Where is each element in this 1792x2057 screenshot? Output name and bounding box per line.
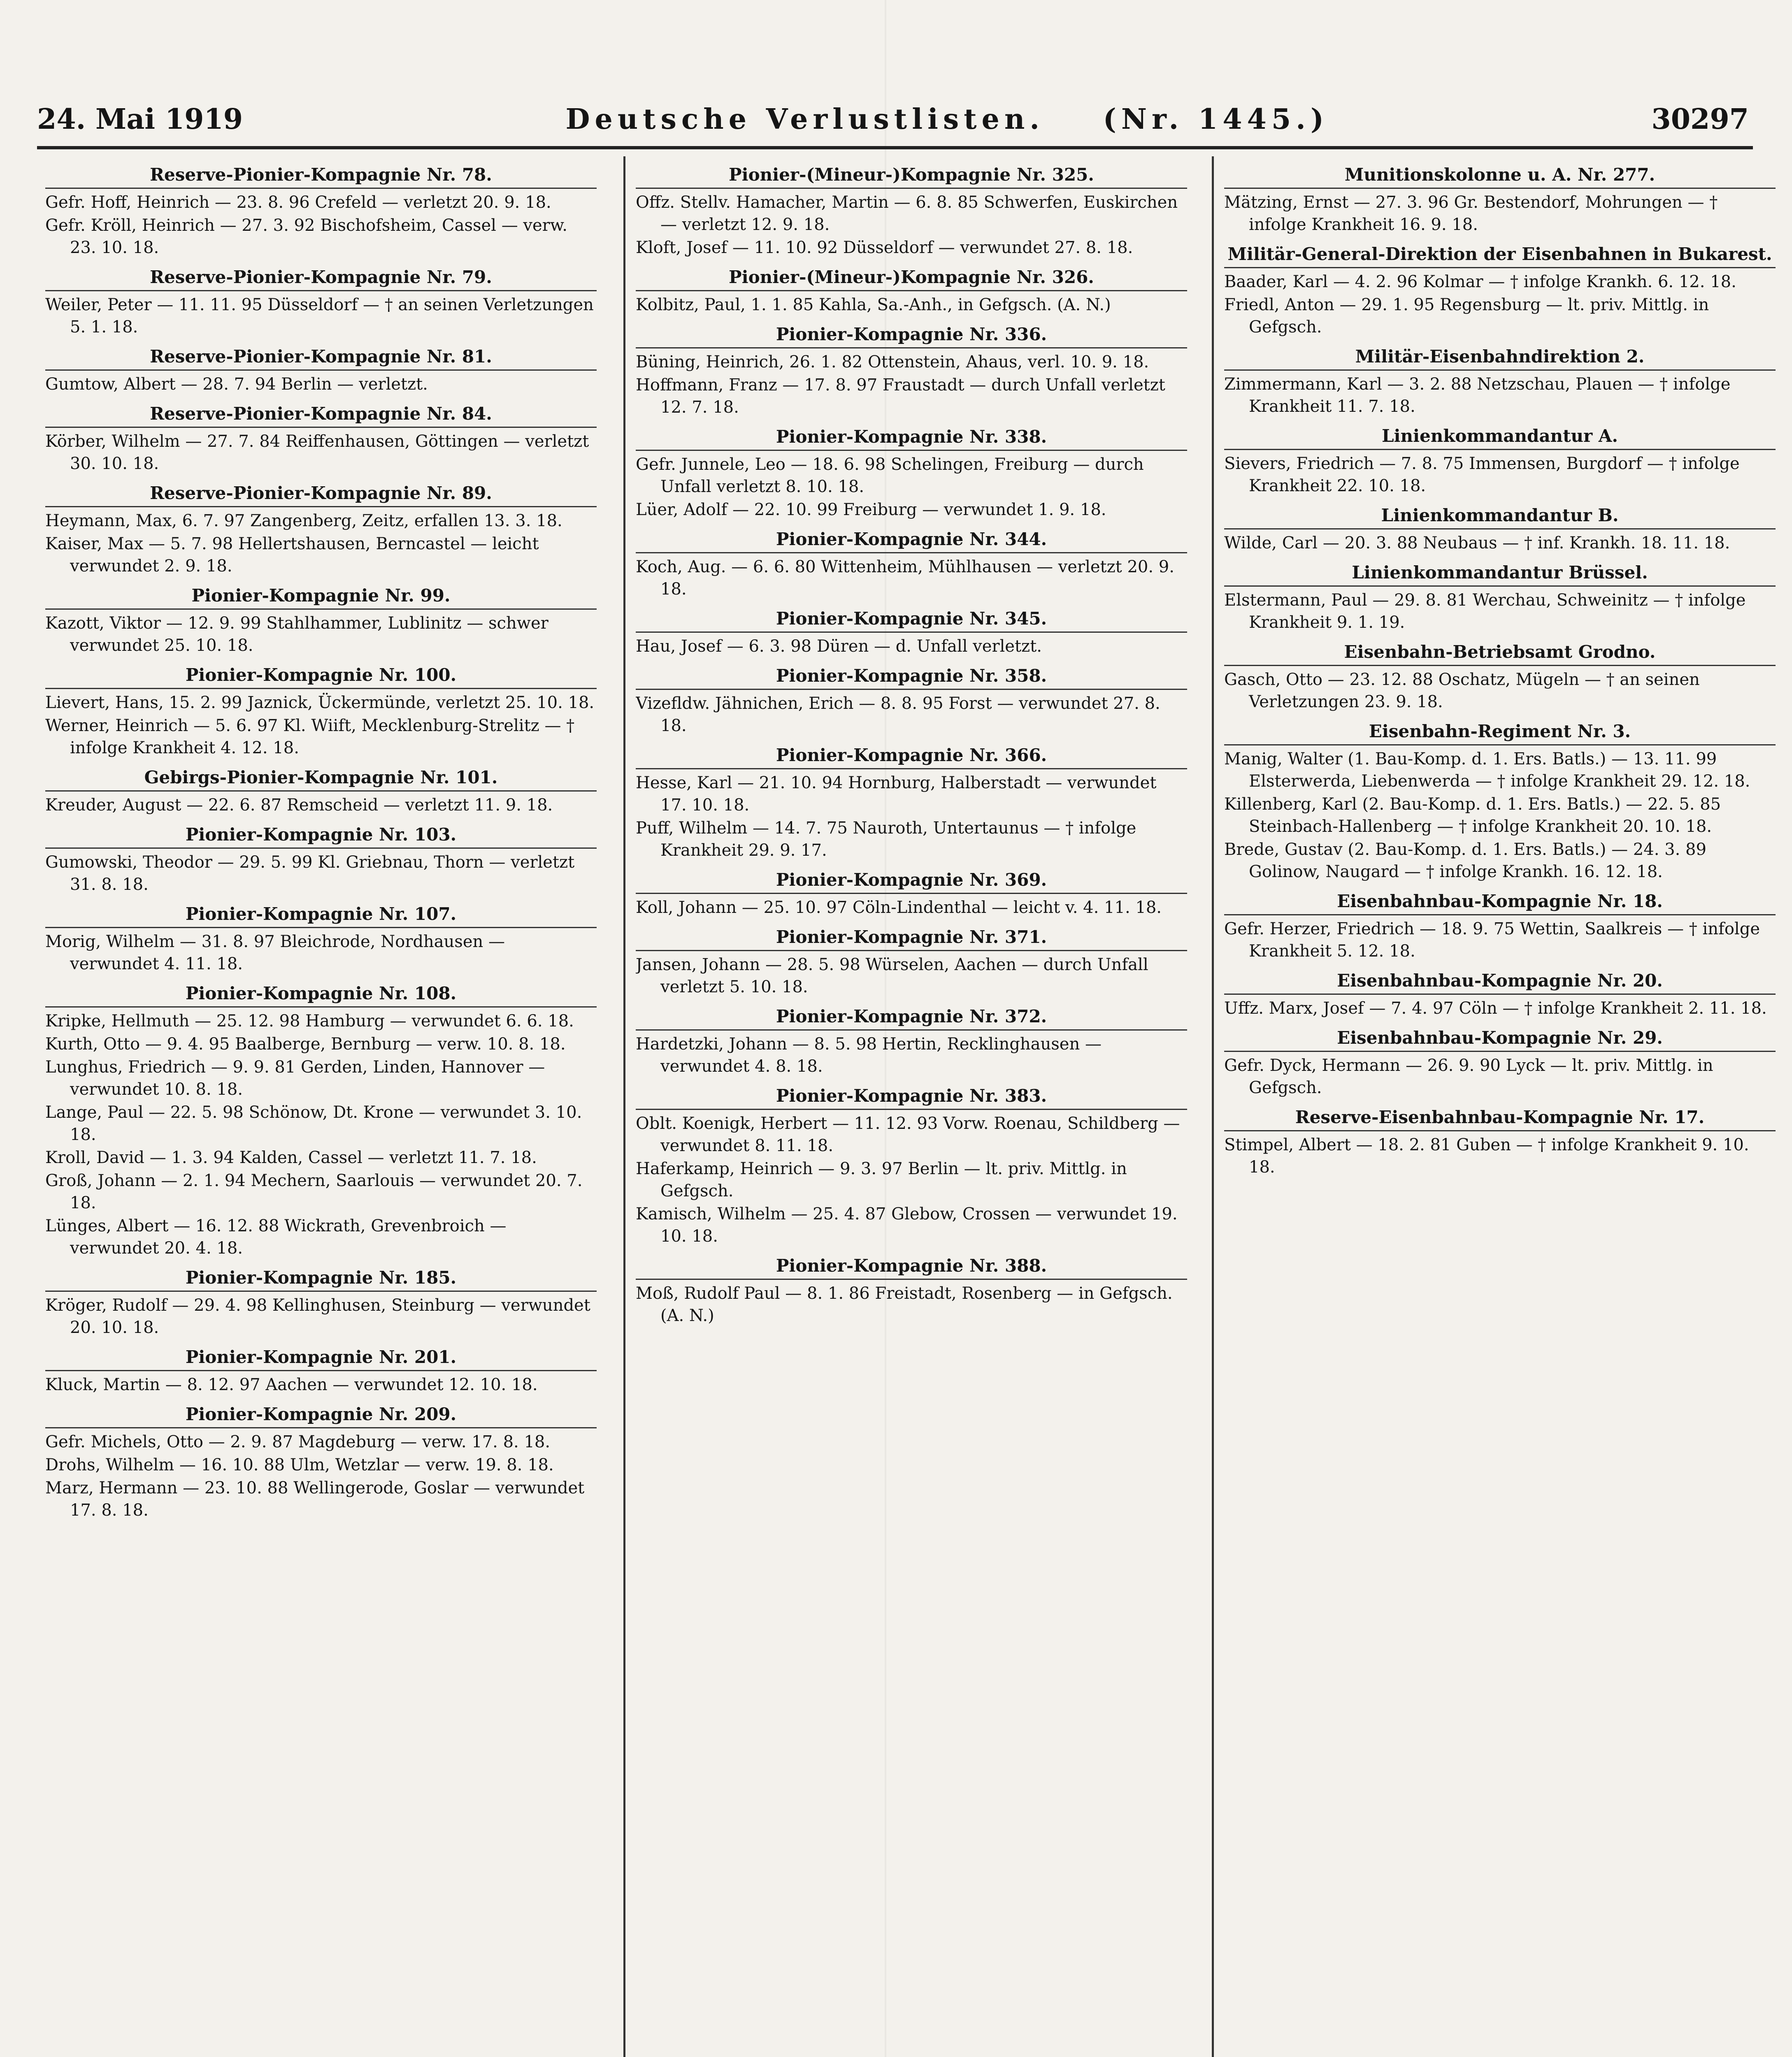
unit-title: Reserve-Pionier-Kompagnie Nr. 79. [45, 266, 597, 291]
casualty-entry: Haferkamp, Heinrich — 9. 3. 97 Berlin — lt. priv. Mittlg. in Gefgsch. [636, 1159, 1127, 1200]
unit-title: Pionier-Kompagnie Nr. 338. [636, 426, 1187, 451]
casualty-entry: Drohs, Wilhelm — 16. 10. 88 Ulm, Wetzlar — verw. 19. 8. 18. [45, 1456, 554, 1474]
unit-section [45, 1267, 597, 1339]
casualty-entry: Koch, Aug. — 6. 6. 80 Wittenheim, Mühlhausen — verletzt 20. 9. 18. [636, 557, 1174, 599]
casualty-entry: Lunghus, Friedrich — 9. 9. 81 Gerden, Linden, Hannover — verwundet 10. 8. 18. [45, 1058, 545, 1099]
unit-title: Pionier-Kompagnie Nr. 344. [636, 528, 1187, 553]
unit-title: Pionier-Kompagnie Nr. 372. [636, 1005, 1187, 1031]
header-title: Deutsche Verlustlisten. [565, 103, 1044, 136]
casualty-entry: Gefr. Michels, Otto — 2. 9. 87 Magdeburg — verw. 17. 8. 18. [45, 1432, 551, 1451]
column-1 [45, 156, 597, 2057]
column-3 [1224, 156, 1776, 2057]
casualty-entry: Lünges, Albert — 16. 12. 88 Wickrath, Grevenbroich — verwundet 20. 4. 18. [45, 1217, 507, 1258]
unit-section [636, 266, 1187, 316]
casualty-entry: Lievert, Hans, 15. 2. 99 Jaznick, Ückermünde, verletzt 25. 10. 18. [45, 693, 595, 712]
unit-section [1224, 164, 1776, 236]
unit-title: Pionier-Kompagnie Nr. 103. [45, 824, 597, 849]
header-page-number: 30297 [1651, 103, 1749, 136]
casualty-entry: Jansen, Johann — 28. 5. 98 Würselen, Aachen — durch Unfall verletzt 5. 10. 18. [636, 955, 1148, 996]
unit-section [45, 585, 597, 657]
header-issue: (Nr. 1445.) [1103, 103, 1329, 136]
casualty-entry: Offz. Stellv. Hamacher, Martin — 6. 8. 85 Schwerfen, Euskirchen — verletzt 12. 9. 18. [636, 193, 1178, 234]
unit-title: Pionier-Kompagnie Nr. 107. [45, 903, 597, 928]
unit-section [1224, 720, 1776, 883]
unit-title: Reserve-Pionier-Kompagnie Nr. 78. [45, 164, 597, 189]
header-rule [37, 146, 1753, 149]
casualty-entry: Koll, Johann — 25. 10. 97 Cöln-Lindenthal — leicht v. 4. 11. 18. [636, 898, 1162, 917]
unit-title: Linienkommandantur A. [1224, 425, 1776, 450]
casualty-entry: Gasch, Otto — 23. 12. 88 Oschatz, Mügeln — † an seinen Verletzungen 23. 9. 18. [1224, 670, 1700, 711]
casualty-entry: Gumtow, Albert — 28. 7. 94 Berlin — verletzt. [45, 375, 428, 394]
casualty-entry: Kaiser, Max — 5. 7. 98 Hellertshausen, Berncastel — leicht verwundet 2. 9. 18. [45, 534, 539, 576]
unit-title: Pionier-Kompagnie Nr. 358. [636, 665, 1187, 690]
casualty-entry: Gefr. Kröll, Heinrich — 27. 3. 92 Bischofsheim, Cassel — verw. 23. 10. 18. [45, 216, 568, 257]
casualty-entry: Wilde, Carl — 20. 3. 88 Neubaus — † inf. Krankh. 18. 11. 18. [1224, 534, 1730, 553]
unit-section [45, 266, 597, 338]
unit-title: Pionier-(Mineur-)Kompagnie Nr. 325. [636, 164, 1187, 189]
casualty-entry: Puff, Wilhelm — 14. 7. 75 Nauroth, Untertaunus — † infolge Krankheit 29. 9. 17. [636, 819, 1137, 860]
casualty-entry: Weiler, Peter — 11. 11. 95 Düsseldorf — † an seinen Verletzungen 5. 1. 18. [45, 295, 594, 337]
unit-section [45, 903, 597, 975]
column-divider-2 [1212, 156, 1214, 2057]
unit-section [45, 1346, 597, 1396]
casualty-entry: Kolbitz, Paul, 1. 1. 85 Kahla, Sa.-Anh., in Gefgsch. (A. N.) [636, 295, 1111, 314]
unit-title: Pionier-Kompagnie Nr. 185. [45, 1267, 597, 1292]
column-divider-1 [623, 156, 625, 2057]
unit-section [45, 766, 597, 816]
unit-section [1224, 425, 1776, 497]
unit-title: Eisenbahnbau-Kompagnie Nr. 29. [1224, 1027, 1776, 1052]
casualty-entry: Zimmermann, Karl — 3. 2. 88 Netzschau, Plauen — † infolge Krankheit 11. 7. 18. [1224, 375, 1731, 416]
unit-title: Reserve-Pionier-Kompagnie Nr. 81. [45, 346, 597, 371]
casualty-entry: Kamisch, Wilhelm — 25. 4. 87 Glebow, Crossen — verwundet 19. 10. 18. [636, 1205, 1178, 1246]
unit-section [45, 1403, 597, 1521]
unit-title: Reserve-Pionier-Kompagnie Nr. 84. [45, 403, 597, 428]
unit-section [45, 403, 597, 475]
unit-section [45, 664, 597, 759]
unit-title: Reserve-Pionier-Kompagnie Nr. 89. [45, 482, 597, 507]
unit-title: Eisenbahn-Betriebsamt Grodno. [1224, 641, 1776, 666]
casualty-entry: Hau, Josef — 6. 3. 98 Düren — d. Unfall verletzt. [636, 637, 1042, 656]
unit-section [45, 482, 597, 577]
casualty-entry: Büning, Heinrich, 26. 1. 82 Ottenstein, Ahaus, verl. 10. 9. 18. [636, 353, 1149, 371]
casualty-entry: Sievers, Friedrich — 7. 8. 75 Immensen, Burgdorf — † infolge Krankheit 22. 10. 18. [1224, 454, 1740, 495]
casualty-entry: Gumowski, Theodor — 29. 5. 99 Kl. Griebnau, Thorn — verletzt 31. 8. 18. [45, 853, 575, 894]
casualty-entry: Kreuder, August — 22. 6. 87 Remscheid — verletzt 11. 9. 18. [45, 796, 553, 815]
unit-section [1224, 504, 1776, 554]
casualty-entry: Kloft, Josef — 11. 10. 92 Düsseldorf — verwundet 27. 8. 18. [636, 238, 1133, 257]
unit-title: Pionier-Kompagnie Nr. 383. [636, 1085, 1187, 1110]
casualty-entry: Uffz. Marx, Josef — 7. 4. 97 Cöln — † infolge Krankheit 2. 11. 18. [1224, 999, 1767, 1018]
page-header [37, 97, 1749, 142]
casualty-entry: Kripke, Hellmuth — 25. 12. 98 Hamburg — verwundet 6. 6. 18. [45, 1012, 574, 1031]
unit-title: Pionier-Kompagnie Nr. 336. [636, 323, 1187, 348]
unit-title: Munitionskolonne u. A. Nr. 277. [1224, 164, 1776, 189]
unit-section [636, 665, 1187, 737]
casualty-entry: Friedl, Anton — 29. 1. 95 Regensburg — lt. priv. Mittlg. in Gefgsch. [1224, 295, 1709, 337]
unit-title: Pionier-Kompagnie Nr. 209. [45, 1403, 597, 1428]
unit-title: Eisenbahnbau-Kompagnie Nr. 20. [1224, 970, 1776, 995]
unit-section [636, 744, 1187, 861]
header-date: 24. Mai 1919 [37, 103, 243, 136]
casualty-entry: Vizefldw. Jähnichen, Erich — 8. 8. 95 Forst — verwundet 27. 8. 18. [636, 694, 1160, 735]
unit-section [636, 869, 1187, 919]
casualty-entry: Moß, Rudolf Paul — 8. 1. 86 Freistadt, Rosenberg — in Gefgsch. (A. N.) [636, 1284, 1173, 1325]
unit-title: Reserve-Eisenbahnbau-Kompagnie Nr. 17. [1224, 1106, 1776, 1131]
unit-section [1224, 1027, 1776, 1099]
unit-section [1224, 243, 1776, 338]
casualty-entry: Hesse, Karl — 21. 10. 94 Hornburg, Halberstadt — verwundet 17. 10. 18. [636, 773, 1157, 815]
casualty-entry: Heymann, Max, 6. 7. 97 Zangenberg, Zeitz, erfallen 13. 3. 18. [45, 511, 562, 530]
casualty-entry: Mätzing, Ernst — 27. 3. 96 Gr. Bestendorf, Mohrungen — † infolge Krankheit 16. 9. 18. [1224, 193, 1718, 234]
casualty-entry: Lange, Paul — 22. 5. 98 Schönow, Dt. Krone — verwundet 3. 10. 18. [45, 1103, 582, 1144]
unit-title: Pionier-Kompagnie Nr. 366. [636, 744, 1187, 769]
unit-section [636, 426, 1187, 521]
unit-section [636, 1005, 1187, 1077]
unit-title: Pionier-Kompagnie Nr. 99. [45, 585, 597, 610]
casualty-entry: Groß, Johann — 2. 1. 94 Mechern, Saarlouis — verwundet 20. 7. 18. [45, 1171, 583, 1212]
unit-title: Pionier-Kompagnie Nr. 388. [636, 1255, 1187, 1280]
unit-title: Militär-General-Direktion der Eisenbahnen in Bukarest. [1224, 243, 1776, 268]
casualty-entry: Gefr. Dyck, Hermann — 26. 9. 90 Lyck — lt. priv. Mittlg. in Gefgsch. [1224, 1056, 1713, 1097]
unit-section [1224, 970, 1776, 1019]
unit-title: Pionier-Kompagnie Nr. 371. [636, 926, 1187, 951]
casualty-entry: Morig, Wilhelm — 31. 8. 97 Bleichrode, Nordhausen — verwundet 4. 11. 18. [45, 932, 505, 973]
casualty-entry: Kroll, David — 1. 3. 94 Kalden, Cassel — verletzt 11. 7. 18. [45, 1148, 537, 1167]
casualty-entry: Lüer, Adolf — 22. 10. 99 Freiburg — verwundet 1. 9. 18. [636, 500, 1106, 519]
unit-title: Pionier-(Mineur-)Kompagnie Nr. 326. [636, 266, 1187, 291]
casualty-entry: Brede, Gustav (2. Bau-Komp. d. 1. Ers. Batls.) — 24. 3. 89 Golinow, Naugard — † infolge Krankh. 16. 12. 18. [1224, 840, 1706, 881]
unit-section [636, 926, 1187, 998]
casualty-entry: Gefr. Junnele, Leo — 18. 6. 98 Schelingen, Freiburg — durch Unfall verletzt 8. 10. 18. [636, 455, 1144, 496]
unit-section [636, 323, 1187, 418]
casualty-entry: Oblt. Koenigk, Herbert — 11. 12. 93 Vorw. Roenau, Schildberg — verwundet 8. 11. 18. [636, 1114, 1180, 1155]
casualty-entry: Hoffmann, Franz — 17. 8. 97 Fraustadt — durch Unfall verletzt 12. 7. 18. [636, 376, 1165, 417]
unit-title: Pionier-Kompagnie Nr. 100. [45, 664, 597, 689]
unit-title: Pionier-Kompagnie Nr. 201. [45, 1346, 597, 1371]
unit-section [1224, 1106, 1776, 1178]
unit-title: Pionier-Kompagnie Nr. 345. [636, 608, 1187, 633]
header-title-group [565, 103, 1329, 136]
casualty-entry: Kurth, Otto — 9. 4. 95 Baalberge, Bernburg — verw. 10. 8. 18. [45, 1035, 566, 1054]
unit-section [45, 164, 597, 259]
unit-section [636, 164, 1187, 259]
unit-section [1224, 562, 1776, 634]
casualty-entry: Elstermann, Paul — 29. 8. 81 Werchau, Schweinitz — † infolge Krankheit 9. 1. 19. [1224, 591, 1746, 632]
casualty-entry: Körber, Wilhelm — 27. 7. 84 Reiffenhausen, Göttingen — verletzt 30. 10. 18. [45, 432, 589, 473]
unit-title: Linienkommandantur Brüssel. [1224, 562, 1776, 587]
casualty-entry: Gefr. Herzer, Friedrich — 18. 9. 75 Wettin, Saalkreis — † infolge Krankheit 5. 12. 18. [1224, 919, 1760, 961]
casualty-entry: Hardetzki, Johann — 8. 5. 98 Hertin, Recklinghausen — verwundet 4. 8. 18. [636, 1035, 1102, 1076]
unit-title: Pionier-Kompagnie Nr. 369. [636, 869, 1187, 894]
unit-section [636, 528, 1187, 600]
unit-title: Eisenbahn-Regiment Nr. 3. [1224, 720, 1776, 745]
casualty-entry: Manig, Walter (1. Bau-Komp. d. 1. Ers. Batls.) — 13. 11. 99 Elsterwerda, Liebenwerda — † infolge Krankheit 29. 12. 18. [1224, 750, 1750, 791]
unit-section [636, 1255, 1187, 1327]
casualty-entry: Kröger, Rudolf — 29. 4. 98 Kellinghusen, Steinburg — verwundet 20. 10. 18. [45, 1296, 590, 1337]
unit-section [1224, 890, 1776, 962]
casualty-entry: Stimpel, Albert — 18. 2. 81 Guben — † infolge Krankheit 9. 10. 18. [1224, 1135, 1749, 1177]
unit-section [636, 608, 1187, 657]
casualty-entry: Killenberg, Karl (2. Bau-Komp. d. 1. Ers. Batls.) — 22. 5. 85 Steinbach-Hallenberg — † infolge Krankheit 20. 10. 18. [1224, 795, 1721, 836]
unit-title: Gebirgs-Pionier-Kompagnie Nr. 101. [45, 766, 597, 792]
unit-title: Eisenbahnbau-Kompagnie Nr. 18. [1224, 890, 1776, 915]
unit-section [1224, 346, 1776, 418]
casualty-entry: Gefr. Hoff, Heinrich — 23. 8. 96 Crefeld — verletzt 20. 9. 18. [45, 193, 551, 212]
unit-section [45, 824, 597, 896]
column-2 [636, 156, 1187, 2057]
casualty-entry: Marz, Hermann — 23. 10. 88 Wellingerode, Goslar — verwundet 17. 8. 18. [45, 1479, 585, 1520]
unit-section [45, 346, 597, 395]
unit-section [636, 1085, 1187, 1247]
casualty-entry: Werner, Heinrich — 5. 6. 97 Kl. Wiift, Mecklenburg-Strelitz — † infolge Krankheit 4. 12. 18. [45, 716, 575, 757]
casualty-entry: Kluck, Martin — 8. 12. 97 Aachen — verwundet 12. 10. 18. [45, 1375, 538, 1394]
unit-title: Pionier-Kompagnie Nr. 108. [45, 982, 597, 1008]
casualty-entry: Kazott, Viktor — 12. 9. 99 Stahlhammer, Lublinitz — schwer verwundet 25. 10. 18. [45, 614, 549, 655]
unit-title: Militär-Eisenbahndirektion 2. [1224, 346, 1776, 371]
unit-title: Linienkommandantur B. [1224, 504, 1776, 529]
casualty-entry: Baader, Karl — 4. 2. 96 Kolmar — † infolge Krankh. 6. 12. 18. [1224, 272, 1736, 291]
unit-section [45, 982, 597, 1259]
unit-section [1224, 641, 1776, 713]
